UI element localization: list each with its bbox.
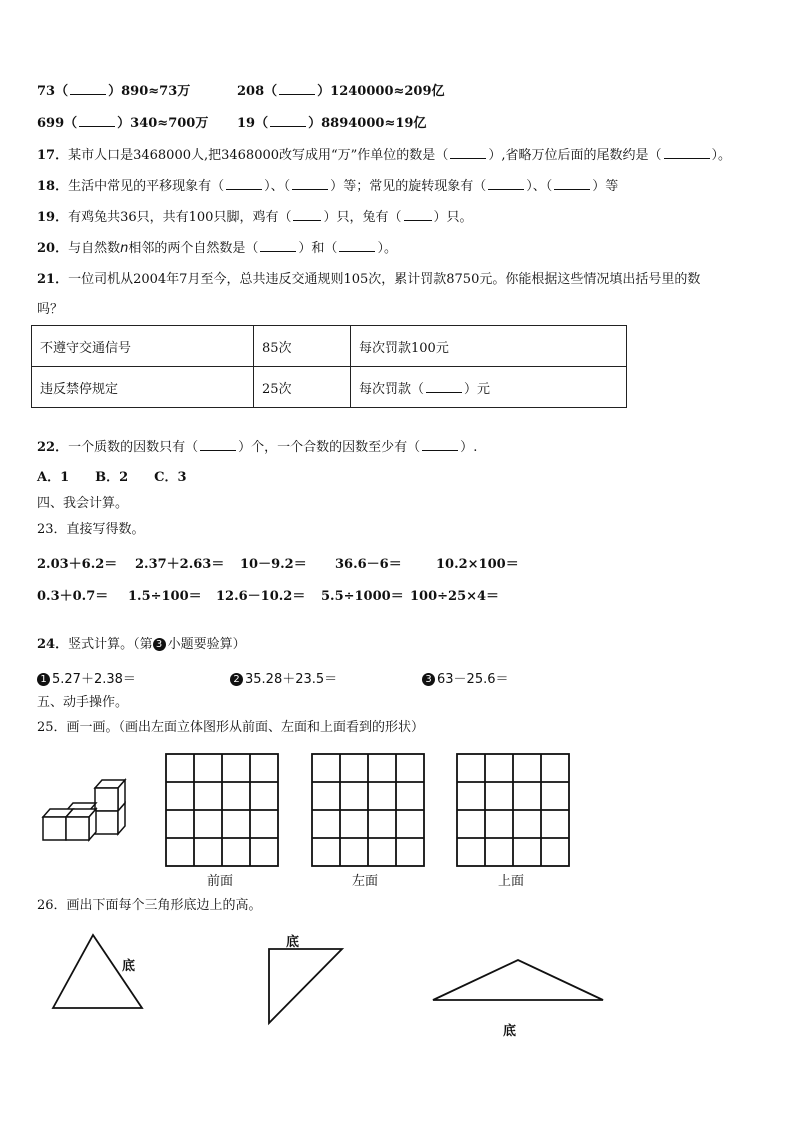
- triangle-3[interactable]: [431, 957, 606, 1005]
- question-22: 22．一个质数的因数只有（ ）个，一个合数的因数至少有（ ）.: [37, 440, 478, 455]
- fines-table: [31, 325, 627, 408]
- answer-blank[interactable]: [70, 82, 106, 95]
- vertical-calc-3: 3 63－25.6＝: [422, 668, 509, 687]
- question-22-options: A．1 B．2 C．3: [37, 470, 187, 485]
- calc-item: 5.5÷1000＝: [321, 589, 404, 604]
- triangle-3-base-label: 底: [503, 1024, 517, 1039]
- answer-blank[interactable]: [260, 239, 296, 252]
- calc-item: 10.2×100＝: [436, 557, 519, 572]
- cube-figure: [40, 776, 140, 846]
- triangle-2[interactable]: [265, 946, 345, 1026]
- answer-blank[interactable]: [292, 177, 328, 190]
- table-cell: 违反禁停规定: [32, 367, 254, 408]
- triangle-2-base-label: 底: [286, 935, 300, 950]
- question-21: 21．一位司机从2004年7月至今，总共违反交通规则105次，累计罚款8750元。你能根据这些情况填出括号里的数: [37, 272, 701, 287]
- answer-blank[interactable]: [270, 114, 306, 127]
- approx-item-4: 19（ ）8894000≈19亿: [237, 116, 427, 131]
- table-cell: 每次罚款（ ）元: [351, 367, 627, 408]
- section-4-heading: 四、我会计算。: [37, 496, 129, 511]
- calc-item: 1.5÷100＝: [128, 589, 202, 604]
- vertical-calc-2: 2 35.28＋23.5＝: [230, 668, 337, 687]
- grid-label-left: 左面: [352, 874, 379, 889]
- approx-item-3: 699（ ）340≈700万: [37, 116, 209, 131]
- calc-item: 0.3＋0.7＝: [37, 589, 109, 604]
- answer-blank[interactable]: [293, 208, 321, 221]
- answer-blank[interactable]: [488, 177, 524, 190]
- answer-blank[interactable]: [279, 82, 315, 95]
- calc-item: 12.6－10.2＝: [216, 589, 306, 604]
- calc-item: 2.03＋6.2＝: [37, 557, 118, 572]
- question-24: 24．竖式计算。（第 3 小题要验算）: [37, 637, 246, 652]
- calc-item: 10－9.2＝: [240, 557, 307, 572]
- answer-blank[interactable]: [404, 208, 432, 221]
- question-23: 23．直接写得数。: [37, 522, 145, 537]
- question-21-cont: 吗？: [37, 302, 64, 317]
- answer-blank[interactable]: [422, 438, 458, 451]
- section-5-heading: 五、动手操作。: [37, 695, 129, 710]
- calc-item: 36.6－6＝: [335, 557, 402, 572]
- question-19: 19．有鸡兔共36只，共有100只脚，鸡有（ ）只，兔有（ ）只。: [37, 210, 473, 225]
- answer-blank[interactable]: [226, 177, 262, 190]
- answer-blank[interactable]: [200, 438, 236, 451]
- top-view-grid[interactable]: [456, 753, 570, 867]
- answer-blank[interactable]: [554, 177, 590, 190]
- front-view-grid[interactable]: [165, 753, 279, 867]
- table-cell: 不遵守交通信号: [32, 326, 254, 367]
- triangle-1-base-label: 底: [122, 959, 136, 974]
- question-18: 18．生活中常见的平移现象有（ ）、（ ）等；常见的旋转现象有（ ）、（ ）等: [37, 179, 619, 194]
- answer-blank[interactable]: [79, 114, 115, 127]
- question-17: 17．某市人口是3468000人,把3468000改写成用“万”作单位的数是（ ）,省略万位后面的尾数约是（ ）。: [37, 148, 732, 163]
- question-20: 20．与自然数n相邻的两个自然数是（ ）和（ ）。: [37, 241, 397, 256]
- grid-label-top: 上面: [498, 874, 525, 889]
- answer-blank[interactable]: [450, 146, 486, 159]
- answer-blank[interactable]: [664, 146, 710, 159]
- question-26: 26．画出下面每个三角形底边上的高。: [37, 898, 262, 913]
- table-row: [32, 326, 627, 367]
- approx-item-1: 73（ ）890≈73万: [37, 84, 191, 99]
- calc-item: 2.37＋2.63＝: [135, 557, 225, 572]
- calc-item: 100÷25×4＝: [410, 589, 500, 604]
- vertical-calc-1: 1 5.27＋2.38＝: [37, 668, 136, 687]
- table-cell: 每次罚款100元: [351, 326, 627, 367]
- approx-item-2: 208（ ）1240000≈209亿: [237, 84, 445, 99]
- left-view-grid[interactable]: [311, 753, 425, 867]
- table-row: [32, 367, 627, 408]
- answer-blank[interactable]: [339, 239, 375, 252]
- table-cell: 85次: [254, 326, 351, 367]
- answer-blank[interactable]: [426, 380, 462, 393]
- question-25: 25．画一画。（画出左面立体图形从前面、左面和上面看到的形状）: [37, 720, 425, 735]
- table-cell: 25次: [254, 367, 351, 408]
- grid-label-front: 前面: [207, 874, 234, 889]
